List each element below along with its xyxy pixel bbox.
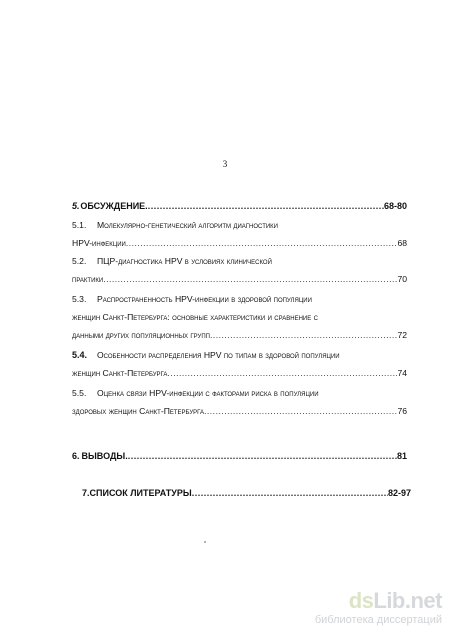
toc-entry-5-1-cont <box>72 236 407 250</box>
toc-entry-5-3-cont2 <box>72 328 407 342</box>
toc-page: 82-97 <box>387 488 411 498</box>
toc-title: Молекулярно-генетический алгоритм диагностики <box>97 220 278 230</box>
toc-entry-5-5 <box>72 386 407 400</box>
toc-page: 70 <box>397 274 407 284</box>
toc-leader <box>167 366 397 380</box>
toc-title: здоровых женщин Санкт-Петербурга <box>72 406 205 416</box>
toc-leader <box>126 236 398 250</box>
toc-leader <box>210 328 397 342</box>
toc-title: СПИСОК ЛИТЕРАТУРЫ <box>89 488 192 498</box>
toc-number: 7. <box>82 488 90 498</box>
toc-page: 76 <box>397 406 407 416</box>
toc-entry-5-4-cont <box>72 366 407 380</box>
toc-entry-5 <box>72 199 407 213</box>
toc-entry-5-2-cont <box>72 272 407 286</box>
toc-title: Распространенность HPV-инфекции в здоровой популяции <box>97 294 312 304</box>
toc-leader <box>128 449 397 463</box>
scan-speck <box>204 541 206 543</box>
toc-entry-5-4 <box>72 348 407 362</box>
toc-title: практики <box>72 274 104 284</box>
toc-title: женщин Санкт-Петербурга: основные характеристики и сравнение с <box>72 312 318 322</box>
toc-entry-6 <box>72 449 407 463</box>
toc-title: женщин Санкт-Петербурга <box>72 368 168 378</box>
toc-entry-5-3-cont1 <box>72 310 407 324</box>
toc-title: Особенности распределения HPV по типам в здоровой популяции <box>97 350 340 360</box>
toc-entry-5-3 <box>72 292 407 306</box>
toc-number: 5.2. <box>72 256 87 266</box>
toc-leader <box>204 404 397 418</box>
page-number: 3 <box>222 159 228 169</box>
toc-number: 5.5. <box>72 388 87 398</box>
toc-page: 68-80 <box>383 201 407 211</box>
toc-number: 5.1. <box>72 220 87 230</box>
toc-leader <box>103 272 397 286</box>
toc-leader <box>148 199 384 213</box>
toc-leader <box>192 486 388 500</box>
toc-title: ОБСУЖДЕНИЕ. <box>80 201 148 211</box>
toc-entry-7 <box>82 486 411 500</box>
watermark-subtitle: библиотека диссертаций <box>314 614 442 626</box>
toc-page: 81 <box>396 451 407 461</box>
toc-page: 68 <box>397 238 407 248</box>
toc-entry-5-1 <box>72 218 407 232</box>
toc-number: 5. <box>72 201 80 211</box>
watermark-logo: dsLib.net <box>348 588 442 613</box>
toc-title: Оценка связи HPV-инфекции с факторами риска в популяции <box>97 388 319 398</box>
toc-number: 5.3. <box>72 294 87 304</box>
toc-entry-5-5-cont <box>72 404 407 418</box>
toc-title: HPV-инфекции <box>72 238 126 248</box>
toc-entry-5-2 <box>72 254 407 268</box>
toc-number: 6. <box>72 451 80 461</box>
toc-title: ВЫВОДЫ. <box>81 451 128 461</box>
toc-page: 74 <box>397 368 407 378</box>
watermark <box>315 590 442 626</box>
toc-page: 72 <box>397 330 407 340</box>
toc-title: ПЦР-диагностика HPV в условиях клинической <box>97 256 272 266</box>
toc-number: 5.4. <box>72 350 88 360</box>
toc-title: данными других популяционных групп <box>72 330 210 340</box>
